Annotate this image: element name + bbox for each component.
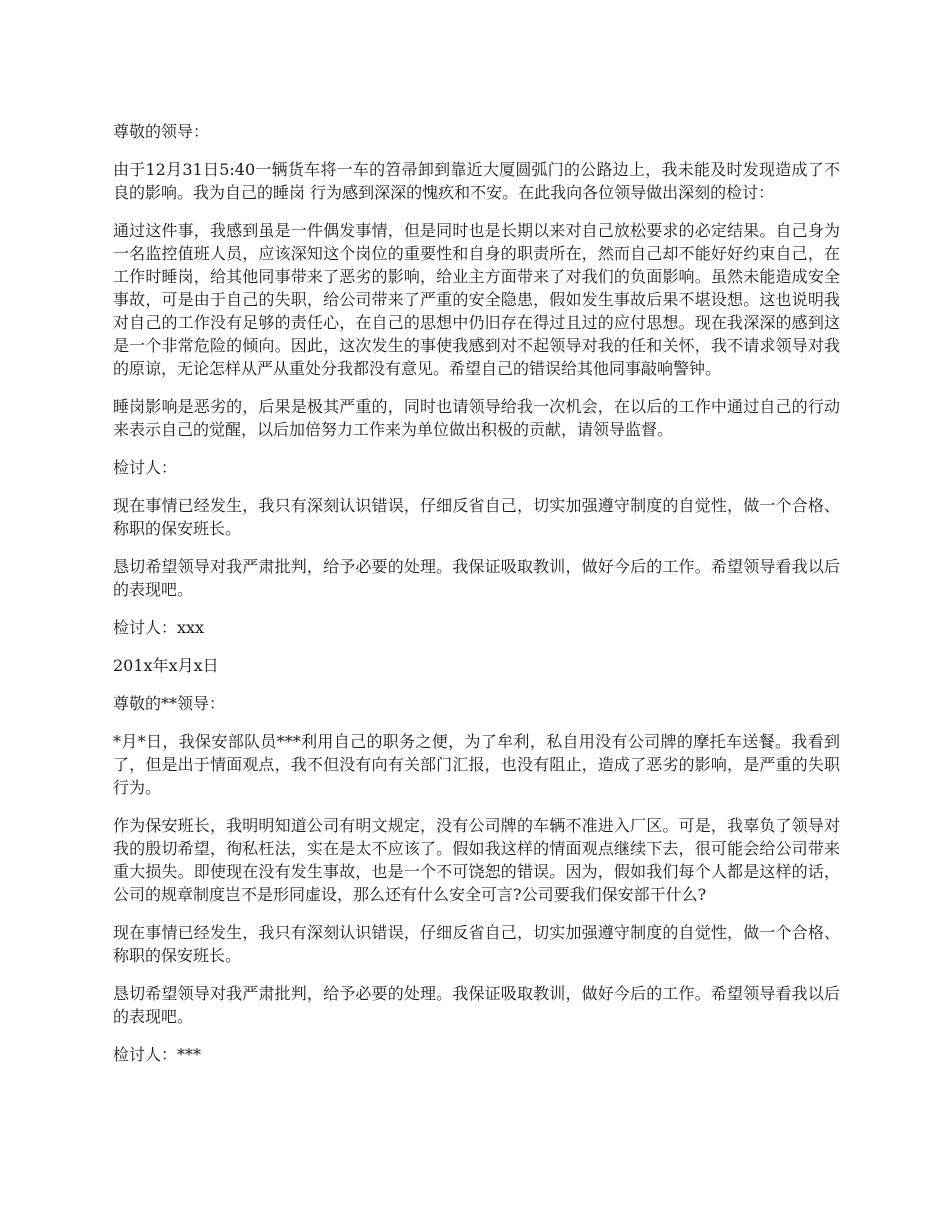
- paragraph-second-commitment: 现在事情已经发生，我只有深刻认识错误，仔细反省自己，切实加强遵守制度的自觉性，做一个合格、称职的保安班长。: [113, 923, 840, 965]
- signature-name: 检讨人：xxx: [113, 618, 205, 637]
- paragraph-plea: 恳切希望领导对我严肃批判，给予必要的处理。我保证吸取教训，做好今后的工作。希望领导看我以后的表现吧。: [113, 557, 840, 599]
- paragraph-commitment: 现在事情已经发生，我只有深刻认识错误，仔细反省自己，切实加强遵守制度的自觉性，做一个合格、称职的保安班长。: [113, 496, 840, 538]
- paragraph-second-reflection: 作为保安班长，我明明知道公司有明文规定，没有公司牌的车辆不准进入厂区。可是，我辜负了领导对我的殷切希望，徇私枉法，实在是太不应该了。假如我这样的情面观点继续下去，很可能会给公司带来重大损失。即使现在没有发生事故，也是一个不可饶恕的错误。因为，假如我们每个人都是这样的话，公司的规章制度岂不是形同虚设，那么还有什么安全可言?公司要我们保安部干什么?: [113, 816, 840, 904]
- paragraph-request: 睡岗影响是恶劣的，后果是极其严重的，同时也请领导给我一次机会，在以后的工作中通过自己的行动来表示自己的觉醒，以后加倍努力工作来为单位做出积极的贡献，请领导监督。: [113, 397, 840, 439]
- paragraph-incident: 由于12月31日5:40一辆货车将一车的笤帚卸到靠近大厦圆弧门的公路边上，我未能及时发现造成了不良的影响。我为自己的睡岗 行为感到深深的愧疚和不安。在此我向各位领导做出深刻的检讨：: [113, 160, 840, 202]
- salutation-second: 尊敬的**领导：: [113, 694, 226, 713]
- paragraph-reflection: 通过这件事，我感到虽是一件偶发事情，但是同时也是长期以来对自己放松要求的必定结果。自己身为一名监控值班人员，应该深知这个岗位的重要性和自身的职责所在，然而自己却不能好好约束自己，在工作时睡岗，给其他同事带来了恶劣的影响，给业主方面带来了对我们的负面影响。虽然未能造成安全事故，可是由于自己的失职，给公司带来了严重的安全隐患，假如发生事故后果不堪设想。这也说明我对自己的工作没有足够的责任心，在自己的思想中仍旧存在得过且过的应付思想。现在我深深的感到这是一个非常危险的倾向。因此，这次发生的事使我感到对不起领导对我的任和关怀，我不请求领导对我的原谅，无论怎样从严从重处分我都没有意见。希望自己的错误给其他同事敲响警钟。: [113, 221, 840, 378]
- signature-second: 检讨人：***: [113, 1045, 202, 1064]
- salutation: 尊敬的领导：: [113, 122, 210, 141]
- signature-label: 检讨人：: [113, 458, 178, 477]
- paragraph-second-plea: 恳切希望领导对我严肃批判，给予必要的处理。我保证吸取教训，做好今后的工作。希望领导看我以后的表现吧。: [113, 984, 840, 1026]
- document-page: [113, 120, 840, 1081]
- signature-date: 201x年x月x日: [113, 656, 219, 675]
- paragraph-second-incident: *月*日，我保安部队员***利用自己的职务之便，为了牟利，私自用没有公司牌的摩托车送餐。我看到了，但是出于情面观点，我不但没有向有关部门汇报，也没有阻止，造成了恶劣的影响，是严重的失职行为。: [113, 732, 840, 797]
